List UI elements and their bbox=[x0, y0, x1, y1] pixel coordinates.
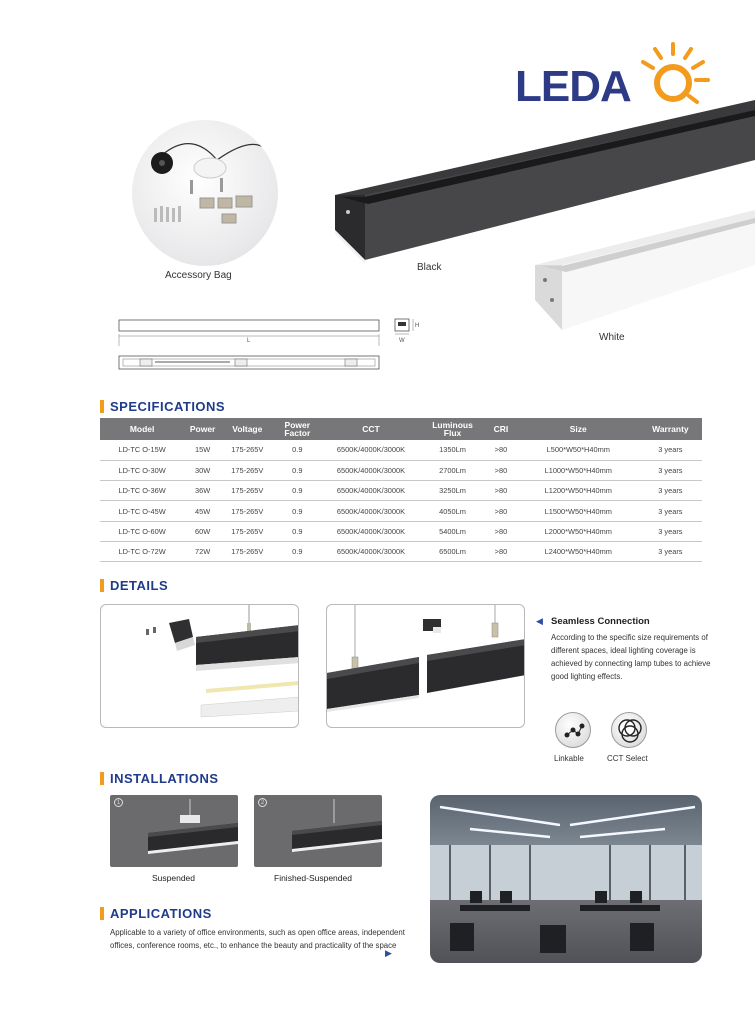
cell-warranty: 3 years bbox=[639, 541, 702, 561]
col-header: CRI bbox=[484, 418, 518, 440]
cell-cct: 6500K/4000K/3000K bbox=[321, 440, 421, 460]
specifications-heading bbox=[100, 399, 225, 414]
cell-cri: >80 bbox=[484, 501, 518, 521]
table-row bbox=[100, 501, 702, 521]
step-number: 1 bbox=[114, 798, 123, 807]
cell-power-factor: 0.9 bbox=[274, 501, 321, 521]
cell-cct: 6500K/4000K/3000K bbox=[321, 541, 421, 561]
install-step-2-label: Finished-Suspended bbox=[274, 873, 352, 883]
table-row bbox=[100, 481, 702, 501]
cell-voltage: 175-265V bbox=[221, 521, 274, 541]
details-title: DETAILS bbox=[110, 578, 169, 593]
applications-heading bbox=[100, 906, 212, 921]
seamless-connection-desc: According to the specific size requirements of different spaces, ideal lighting coverage is achieved by connecting lamp tubes to achieve good lighting effects. bbox=[551, 633, 711, 681]
cell-power: 36W bbox=[184, 481, 221, 501]
cell-flux: 5400Lm bbox=[421, 521, 484, 541]
cell-power: 45W bbox=[184, 501, 221, 521]
heading-accent-bar bbox=[100, 400, 104, 413]
cell-cct: 6500K/4000K/3000K bbox=[321, 521, 421, 541]
height-dimension-label: H bbox=[415, 323, 420, 329]
cell-power-factor: 0.9 bbox=[274, 481, 321, 501]
cell-size: L1200*W50*H40mm bbox=[518, 481, 639, 501]
cell-voltage: 175-265V bbox=[221, 501, 274, 521]
install-step-1-image bbox=[110, 795, 238, 867]
cell-flux: 2700Lm bbox=[421, 460, 484, 480]
logo-sun-letter: O bbox=[673, 90, 674, 91]
cell-size: L500*W50*H40mm bbox=[518, 440, 639, 460]
col-header: Size bbox=[518, 418, 639, 440]
installations-heading bbox=[100, 771, 219, 786]
cell-warranty: 3 years bbox=[639, 481, 702, 501]
office-photo bbox=[430, 795, 702, 963]
cell-warranty: 3 years bbox=[639, 501, 702, 521]
cell-warranty: 3 years bbox=[639, 521, 702, 541]
cell-size: L1000*W50*H40mm bbox=[518, 460, 639, 480]
cell-cct: 6500K/4000K/3000K bbox=[321, 501, 421, 521]
cell-flux: 3250Lm bbox=[421, 481, 484, 501]
applications-title: APPLICATIONS bbox=[110, 906, 212, 921]
col-header: Model bbox=[100, 418, 184, 440]
cell-cri: >80 bbox=[484, 481, 518, 501]
col-header: Warranty bbox=[639, 418, 702, 440]
length-dimension-label: L bbox=[247, 338, 251, 344]
col-header: Luminous Flux bbox=[421, 418, 484, 440]
cell-warranty: 3 years bbox=[639, 440, 702, 460]
applications-desc: Applicable to a variety of office environments, such as open office areas, independent offices, conference rooms, etc., to enhance the beauty and practicality of the space bbox=[110, 928, 405, 950]
white-variant-label: White bbox=[599, 332, 625, 343]
cell-model: LD-TC O-36W bbox=[100, 481, 184, 501]
cell-power-factor: 0.9 bbox=[274, 460, 321, 480]
col-header: Voltage bbox=[221, 418, 274, 440]
heading-accent-bar bbox=[100, 907, 104, 920]
cell-cct: 6500K/4000K/3000K bbox=[321, 481, 421, 501]
details-heading bbox=[100, 578, 168, 593]
cell-voltage: 175-265V bbox=[221, 541, 274, 561]
cell-model: LD-TC O-72W bbox=[100, 541, 184, 561]
cell-flux: 6500Lm bbox=[421, 541, 484, 561]
table-row bbox=[100, 521, 702, 541]
accessory-bag-image bbox=[132, 120, 278, 266]
cell-power-factor: 0.9 bbox=[274, 521, 321, 541]
install-step-2-image bbox=[254, 795, 382, 867]
table-row bbox=[100, 541, 702, 561]
table-row bbox=[100, 460, 702, 480]
cell-flux: 4050Lm bbox=[421, 501, 484, 521]
cell-voltage: 175-265V bbox=[221, 460, 274, 480]
logo-text: LEDA bbox=[515, 62, 631, 111]
cell-model: LD-TC O-45W bbox=[100, 501, 184, 521]
accessory-bag-label: Accessory Bag bbox=[165, 270, 232, 281]
linear-light-bars-image bbox=[330, 100, 755, 340]
cell-power: 30W bbox=[184, 460, 221, 480]
cell-model: LD-TC O-60W bbox=[100, 521, 184, 541]
cell-cri: >80 bbox=[484, 460, 518, 480]
table-row bbox=[100, 440, 702, 460]
specifications-title: SPECIFICATIONS bbox=[110, 399, 226, 414]
cell-voltage: 175-265V bbox=[221, 481, 274, 501]
heading-accent-bar bbox=[100, 579, 104, 592]
cell-power-factor: 0.9 bbox=[274, 541, 321, 561]
cell-size: L2400*W50*H40mm bbox=[518, 541, 639, 561]
install-step-1-label: Suspended bbox=[152, 873, 196, 883]
dimension-drawing bbox=[115, 316, 435, 376]
seamless-connection-image bbox=[326, 604, 525, 728]
cell-power: 72W bbox=[184, 541, 221, 561]
col-header: CCT bbox=[321, 418, 421, 440]
table-header-row bbox=[100, 418, 702, 440]
cell-flux: 1350Lm bbox=[421, 440, 484, 460]
cell-cct: 6500K/4000K/3000K bbox=[321, 460, 421, 480]
cct-select-icon bbox=[611, 712, 647, 748]
cell-model: LD-TC O-15W bbox=[100, 440, 184, 460]
heading-accent-bar bbox=[100, 772, 104, 785]
cell-power: 60W bbox=[184, 521, 221, 541]
exploded-view-image bbox=[100, 604, 299, 728]
step-number: 2 bbox=[258, 798, 267, 807]
cell-warranty: 3 years bbox=[639, 460, 702, 480]
seamless-connection-title: Seamless Connection bbox=[551, 616, 650, 627]
col-header: Power Factor bbox=[274, 418, 321, 440]
cell-model: LD-TC O-30W bbox=[100, 460, 184, 480]
width-dimension-label: W bbox=[399, 338, 405, 344]
cell-power: 15W bbox=[184, 440, 221, 460]
cell-cri: >80 bbox=[484, 440, 518, 460]
installations-title: INSTALLATIONS bbox=[110, 771, 219, 786]
cell-cri: >80 bbox=[484, 541, 518, 561]
cell-power-factor: 0.9 bbox=[274, 440, 321, 460]
col-header: Power bbox=[184, 418, 221, 440]
cct-select-label: CCT Select bbox=[607, 754, 648, 763]
applications-arrow-icon: ▶ bbox=[385, 948, 392, 958]
link-nodes-icon bbox=[555, 712, 591, 748]
cell-size: L2000*W50*H40mm bbox=[518, 521, 639, 541]
cell-voltage: 175-265V bbox=[221, 440, 274, 460]
cell-size: L1500*W50*H40mm bbox=[518, 501, 639, 521]
seamless-arrow-icon: ◀ bbox=[536, 616, 543, 626]
cell-cri: >80 bbox=[484, 521, 518, 541]
linkable-label: Linkable bbox=[554, 754, 584, 763]
specifications-table bbox=[100, 418, 702, 562]
black-variant-label: Black bbox=[417, 262, 442, 273]
